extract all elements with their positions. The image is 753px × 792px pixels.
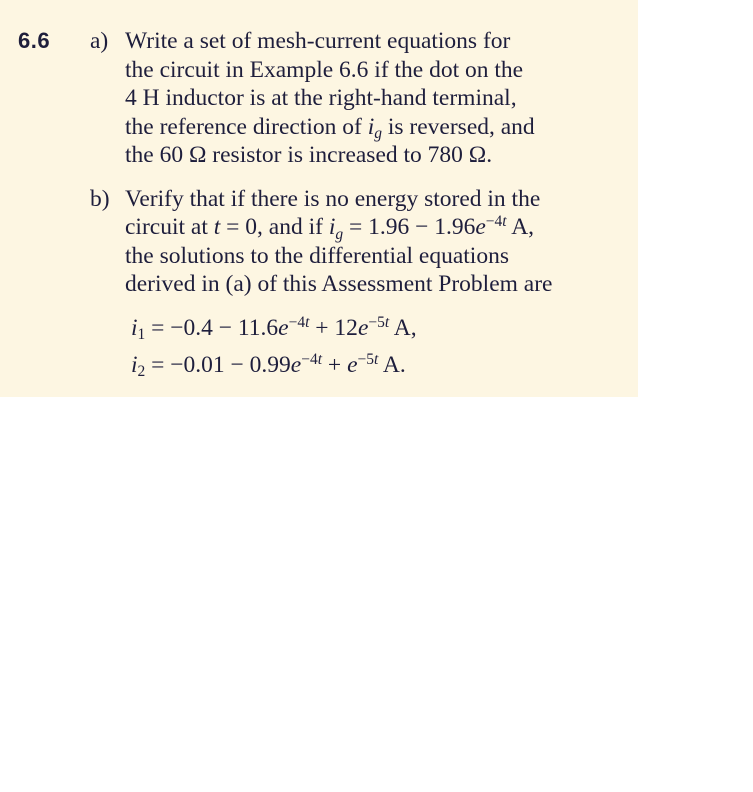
text-run: + 12 (309, 314, 358, 341)
part-b-paragraph (125, 185, 638, 299)
text-run: the reference direction of (125, 113, 368, 140)
text-run: −4 (288, 313, 306, 331)
text-run: e (357, 314, 369, 341)
text-run: e (278, 314, 289, 341)
assessment-problem-box (0, 0, 638, 397)
text-line (131, 310, 638, 347)
part-a-label: a) (90, 28, 109, 54)
text-run: −5 (368, 313, 385, 331)
text-run: circuit at (125, 214, 214, 240)
part-b (90, 185, 638, 384)
text-run: = 1.96 − 1.96 (343, 214, 476, 240)
text-run: i (328, 214, 336, 240)
text-run: the circuit in Example 6.6 if the dot on the (125, 56, 524, 83)
text-run: −4 (485, 213, 503, 231)
text-line (125, 185, 638, 214)
text-run: A, (389, 314, 417, 341)
problem-number: 6.6 (18, 28, 51, 53)
text-run: e (347, 351, 358, 378)
text-run: 4 H inductor is at the right-hand terminal, (125, 85, 517, 111)
text-run: Verify that if there is no energy stored in the (125, 185, 541, 212)
part-a-text (125, 27, 638, 170)
text-run: the solutions to the differential equations (125, 242, 509, 269)
text-run: A. (378, 351, 406, 378)
text-line (125, 141, 638, 170)
text-run: = −0.4 − 11.6 (145, 314, 279, 341)
text-run: g (374, 125, 382, 143)
text-run: t (502, 213, 507, 231)
text-run: −5 (357, 350, 374, 368)
text-run: Write a set of mesh-current equations for (125, 28, 511, 54)
text-line (125, 113, 638, 142)
text-run: is reversed, and (381, 113, 535, 140)
text-run: + (322, 351, 348, 378)
part-a (90, 27, 638, 170)
text-run: 2 (137, 363, 146, 381)
text-run: t (305, 313, 310, 331)
text-run: derived in (a) of this Assessment Problem are (125, 271, 553, 297)
text-line (125, 56, 638, 85)
text-run: e (475, 214, 486, 240)
text-line (125, 242, 638, 271)
part-b-equations (131, 310, 638, 384)
text-line (131, 347, 638, 384)
text-run: = −0.01 − 0.99 (145, 351, 291, 378)
text-line (125, 84, 638, 113)
text-line (125, 213, 638, 242)
text-run: 1 (137, 326, 146, 344)
problem-parts (90, 27, 638, 384)
text-run: i (367, 113, 375, 140)
text-run: g (335, 225, 344, 243)
text-run: t (213, 214, 221, 240)
text-run: t (384, 313, 390, 331)
text-run: i (131, 314, 138, 341)
text-line (125, 27, 638, 56)
part-b-label: b) (90, 185, 110, 212)
part-b-text (125, 185, 638, 384)
text-run: the 60 Ω resistor is increased to 780 Ω. (125, 142, 493, 168)
text-run: i (131, 351, 138, 378)
text-run: t (317, 350, 323, 368)
text-run: −4 (301, 350, 318, 368)
text-line (125, 270, 638, 299)
text-run: t (374, 350, 379, 368)
text-run: = 0, and if (220, 214, 329, 240)
text-run: A, (506, 214, 535, 240)
text-run: e (290, 351, 302, 378)
